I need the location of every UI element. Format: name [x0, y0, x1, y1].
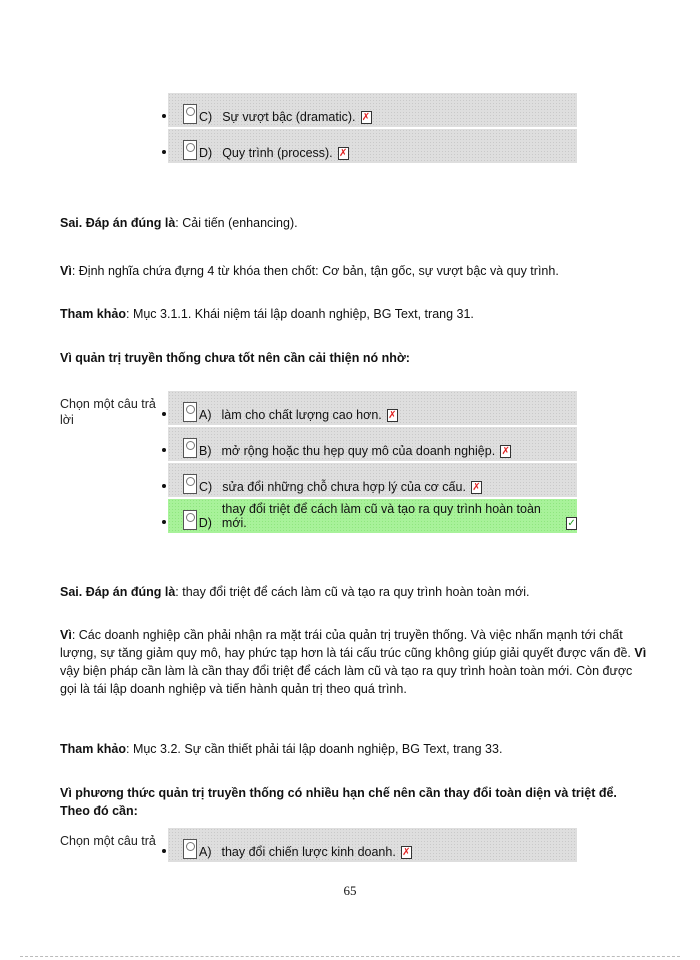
result-text: : thay đổi triệt để cách làm cũ và tạo ra quy trình hoàn toàn mới.: [175, 585, 530, 599]
q1-result: [60, 214, 650, 232]
radio-button[interactable]: [183, 839, 197, 859]
bullet: [162, 412, 166, 416]
option-text: sửa đổi những chỗ chưa hợp lý của cơ cấu.: [222, 480, 466, 494]
option-text: mở rộng hoặc thu hẹp quy mô của doanh nghiệp.: [221, 444, 496, 458]
q2-options: [168, 391, 577, 535]
q1-options: [168, 93, 577, 165]
option-letter: D): [198, 516, 212, 530]
wrong-mark-icon: ✗: [338, 148, 348, 159]
bullet: [162, 520, 166, 524]
q2-option-a[interactable]: [168, 391, 577, 425]
bullet: [162, 114, 166, 118]
wrong-mark-icon: ✗: [361, 112, 371, 123]
option-letter: A): [199, 408, 212, 422]
result-label: Sai. Đáp án đúng là: [60, 585, 176, 599]
wrong-mark-icon: ✗: [472, 482, 481, 493]
bullet: [162, 448, 166, 452]
q3-option-a[interactable]: [168, 828, 577, 862]
radio-button[interactable]: [183, 474, 197, 494]
ref-text: : Mục 3.1.1. Khái niệm tái lập doanh nghiệp, BG Text, trang 31.: [126, 307, 474, 321]
option-text: Quy trình (process).: [222, 146, 333, 160]
option-text: thay đổi chiến lược kinh doanh.: [221, 845, 396, 859]
q3-options: [168, 828, 577, 864]
bullet: [162, 849, 166, 853]
bullet: [162, 150, 166, 154]
why-text: vậy biện pháp cần làm là cần thay đổi triệt để cách làm cũ và tạo ra quy trình hoàn toàn mới. Còn được gọi là tái lập doanh nghiệp và tiến hành quản trị theo quá trình.: [60, 664, 633, 696]
page-number: 65: [343, 883, 357, 898]
radio-button[interactable]: [183, 438, 197, 458]
q3-prompt: Chọn một câu trả: [60, 834, 156, 848]
why-text: : Các doanh nghiệp cần phải nhận ra mặt trái của quản trị truyền thống. Và việc nhấn mạnh tới chất lượng, sự tăng giảm quy mô, hay phức tạp hơn là tái cấu trúc cũng không giúp giải quyết được vấn đề.: [60, 628, 631, 660]
why-text: : Định nghĩa chứa đựng 4 từ khóa then chốt: Cơ bản, tận gốc, sự vượt bậc và quy trình.: [71, 264, 559, 278]
q2-option-b[interactable]: [168, 427, 577, 461]
why-label: Vì: [60, 628, 72, 642]
radio-button[interactable]: [183, 104, 197, 124]
why-label: Vì: [60, 264, 72, 278]
option-letter: B): [199, 444, 212, 458]
q2-option-c[interactable]: [168, 463, 577, 497]
ref-label: Tham khảo: [60, 742, 126, 756]
radio-button[interactable]: [183, 510, 197, 530]
q2-prompt: Chọn một câu trả lời: [60, 397, 156, 427]
page-bottom-divider: [20, 956, 680, 957]
wrong-mark-icon: ✗: [388, 410, 397, 421]
option-letter: D): [199, 146, 213, 160]
q3-question: Vì phương thức quản trị truyền thống có nhiều hạn chế nên cần thay đổi toàn diện và triệt để. Theo đó cần:: [60, 786, 617, 818]
q1-reference: [60, 305, 650, 323]
q2-result: [60, 583, 650, 601]
q1-option-d[interactable]: [168, 129, 577, 163]
option-text: làm cho chất lượng cao hơn.: [221, 408, 382, 422]
bullet: [162, 484, 166, 488]
option-text: Sự vượt bậc (dramatic).: [222, 110, 356, 124]
result-text: : Cải tiến (enhancing).: [175, 216, 298, 230]
correct-mark-icon: ✓: [567, 518, 576, 529]
wrong-mark-icon: ✗: [501, 446, 510, 457]
wrong-mark-icon: ✗: [402, 847, 411, 858]
option-letter: C): [199, 480, 213, 494]
option-letter: C): [199, 110, 213, 124]
option-letter: A): [199, 845, 212, 859]
q2-question: Vì quản trị truyền thống chưa tốt nên cần cải thiện nó nhờ:: [60, 351, 410, 365]
ref-label: Tham khảo: [60, 307, 126, 321]
radio-button[interactable]: [183, 140, 197, 160]
ref-text: : Mục 3.2. Sự cần thiết phải tái lập doanh nghiệp, BG Text, trang 33.: [126, 742, 503, 756]
option-text: thay đổi triệt để cách làm cũ và tạo ra quy trình hoàn toàn mới.: [221, 502, 541, 530]
q1-explanation: [60, 262, 650, 280]
why-label: Vì: [634, 646, 647, 660]
q2-option-d[interactable]: [168, 499, 577, 533]
q2-explanation: [60, 626, 650, 698]
q2-reference: [60, 740, 650, 758]
result-label: Sai. Đáp án đúng là: [60, 216, 176, 230]
radio-button[interactable]: [183, 402, 197, 422]
q1-option-c[interactable]: [168, 93, 577, 127]
